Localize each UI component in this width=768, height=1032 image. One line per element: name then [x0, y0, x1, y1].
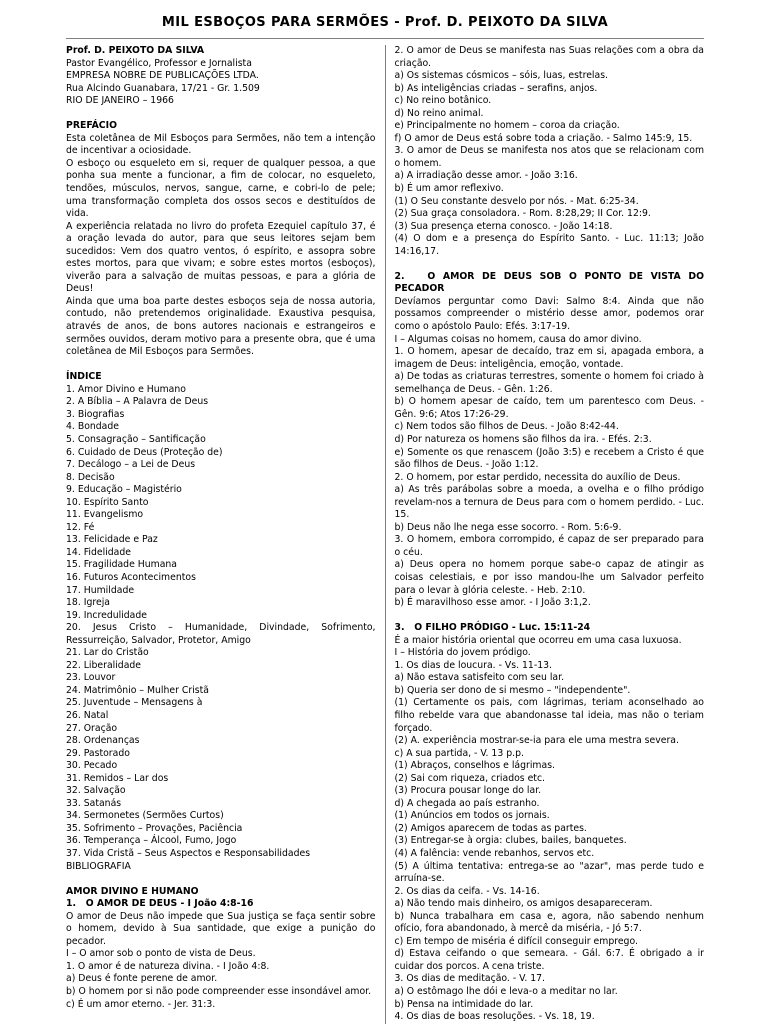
text-line: 8. Decisão [66, 471, 115, 483]
text-line: BIBLIOGRAFIA [66, 860, 131, 872]
text-line: 2. O AMOR DE DEUS SOB O PONTO DE VISTA DO PECADOR [394, 270, 704, 295]
text-line: 3. O homem, embora corrompido, é capaz de ser preparado para o céu. [394, 534, 704, 558]
text-line: b) Nunca trabalhara em casa e, agora, não sabendo nenhum ofício, fora abandonado, à mercê da miséria, - Jó 5:7. [394, 910, 704, 935]
text-line: e) Principalmente no homem – coroa da criação. [394, 120, 620, 132]
text-line: 24. Matrimônio – Mulher Cristã [66, 684, 209, 696]
text-line: AMOR DIVINO E HUMANO [66, 885, 199, 897]
text-line: 20. Jesus Cristo – Humanidade, Divindade, Sofrimento, Ressurreição, Salvador, Protetor, Amigo [66, 622, 376, 646]
text-line: 1. O AMOR DE DEUS - I João 4:8-16 [66, 898, 254, 910]
text-line: b) As inteligências criadas – serafins, anjos. [394, 82, 598, 94]
text-line: 35. Sofrimento – Provações, Paciência [66, 822, 243, 834]
text-line: 30. Pecado [66, 760, 118, 772]
text-line: d) Estava ceifando o que semeara. - Gál. 6:7. É obrigado a ir cuidar dos porcos. A cena triste. [394, 948, 704, 972]
text-line: 36. Temperança – Álcool, Fumo, Jogo [66, 835, 237, 847]
text-line: d) Por natureza os homens são filhos da ira. - Efés. 2:3. [394, 433, 652, 445]
text-line: b) O homem por si não pode compreender esse insondável amor. [66, 986, 372, 998]
text-line: (2) Amigos aparecem de todas as partes. [394, 822, 587, 834]
text-line: 13. Felicidade e Paz [66, 534, 158, 546]
text-line: a) Não tendo mais dinheiro, os amigos desapareceram. [394, 898, 653, 910]
text-line: (1) Certamente os pais, com lágrimas, teriam aconselhado ao filho rebelde vara que abandonasse tal ideia, mas não o teriam forçado. [394, 697, 704, 734]
text-line: (2) A. experiência mostrar-se-ia para ele uma mestra severa. [394, 735, 679, 747]
text-line: 22. Liberalidade [66, 659, 142, 671]
text-line: I – História do jovem pródigo. [394, 647, 531, 659]
text-line: É a maior história oriental que ocorreu em uma casa luxuosa. [394, 634, 682, 646]
text-line: Rua Alcindo Guanabara, 17/21 - Gr. 1.509 [66, 82, 260, 94]
text-line: a) Deus opera no homem porque sabe-o capaz de atingir as coisas celestiais, e por isso mandou-lhe um Salvador perfeito para o levar à glória celeste. - Heb. 2:10. [394, 559, 704, 596]
text-line: ÍNDICE [66, 371, 102, 383]
text-line: 16. Futuros Acontecimentos [66, 571, 196, 583]
text-line: O amor de Deus não impede que Sua justiça se faça sentir sobre o homem, devido à Sua santidade, que exige a punição do pecador. [66, 910, 376, 947]
text-line: 25. Juventude – Mensagens à [66, 697, 203, 709]
text-line: 28. Ordenanças [66, 735, 140, 747]
text-line: 10. Espírito Santo [66, 496, 149, 508]
text-line: c) Nem todos são filhos de Deus. - João 8:42-44. [394, 421, 619, 433]
text-line: Pastor Evangélico, Professor e Jornalista [66, 57, 252, 69]
text-line: 3. O amor de Deus se manifesta nos atos que se relacionam com o homem. [394, 145, 704, 169]
text-line: 37. Vida Cristã – Seus Aspectos e Responsabilidades [66, 848, 311, 859]
text-line: b) É um amor reflexivo. [394, 183, 504, 195]
text-line: 26. Natal [66, 709, 109, 721]
text-line: (2) Sua graça consoladora. - Rom. 8:28,29; II Cor. 12:9. [394, 208, 651, 220]
text-line: 3. O FILHO PRÓDIGO - Luc. 15:11-24 [394, 622, 591, 634]
text-line: a) Os sistemas cósmicos – sóis, luas, estrelas. [394, 70, 608, 82]
text-line: 12. Fé [66, 521, 95, 533]
text-line: 18. Igreja [66, 597, 111, 609]
text-line: EMPRESA NOBRE DE PUBLICAÇÕES LTDA. [66, 70, 259, 82]
text-line: c) No reino botânico. [394, 95, 492, 107]
text-line: 4. Bondade [66, 421, 120, 433]
text-line: 27. Oração [66, 722, 118, 734]
text-line: I – Algumas coisas no homem, causa do amor divino. [394, 333, 642, 345]
text-line: 7. Decálogo – a Lei de Deus [66, 459, 196, 471]
text-line: (3) Procura pousar longe do lar. [394, 785, 542, 797]
text-line: 3. Biografias [66, 408, 125, 420]
text-line: 6. Cuidado de Deus (Proteção de) [66, 446, 223, 458]
text-line: (1) O Seu constante desvelo por nós. - Mat. 6:25-34. [394, 195, 639, 207]
text-line: (4) A falência: vende rebanhos, servos etc. [394, 848, 595, 859]
text-line: PREFÁCIO [66, 120, 117, 132]
text-line: 1. Amor Divino e Humano [66, 383, 186, 395]
text-line: f) O amor de Deus está sobre toda a criação. - Salmo 145:9, 15. [394, 132, 693, 144]
text-line: (1) Abraços, conselhos e lágrimas. [394, 760, 555, 772]
text-line: 14. Fidelidade [66, 546, 132, 558]
text-line: 4. Os dias de boas resoluções. - Vs. 18, 19. [394, 1011, 595, 1023]
text-line: (2) Sai com riqueza, criados etc. [394, 772, 546, 784]
text-line: 2. O amor de Deus se manifesta nas Suas relações com a obra da criação. [394, 45, 704, 69]
text-line: a) Deus é fonte perene de amor. [66, 973, 218, 985]
page-title: MIL ESBOÇOS PARA SERMÕES - Prof. D. PEIXOTO DA SILVA [66, 15, 704, 39]
text-line: e) Somente os que renascem (João 3:5) e recebem a Cristo é que são filhos de Deus. - João 1:12. [394, 446, 704, 471]
text-line: b) Deus não lhe nega esse socorro. - Rom. 5:6-9. [394, 521, 622, 533]
text-line: (1) Anúncios em todos os jornais. [394, 810, 550, 822]
text-line: 2. A Bíblia – A Palavra de Deus [66, 396, 209, 408]
text-line: (4) O dom e a presença do Espírito Santo. - Luc. 11:13; João 14:16,17. [394, 233, 704, 257]
two-column-body [66, 45, 704, 1024]
text-line: c) A sua partida, - V. 13 p.p. [394, 747, 524, 759]
text-line: 2. Os dias da ceifa. - Vs. 14-16. [394, 885, 540, 897]
text-line: b) Pensa na intimidade do lar. [394, 998, 534, 1010]
text-line: 19. Incredulidade [66, 609, 148, 621]
text-line: 32. Salvação [66, 785, 126, 797]
text-line: 17. Humildade [66, 584, 135, 596]
text-line: (5) A última tentativa: entrega-se ao "azar", mas perde tudo e arruína-se. [394, 860, 704, 885]
column-divider [385, 45, 386, 1024]
text-line: 9. Educação – Magistério [66, 484, 182, 496]
text-line: Devíamos perguntar como Davi: Salmo 8:4. Ainda que não possamos compreender o mistério desse amor, podemos orar como o apóstolo Paulo: Efés. 3:17-19. [394, 295, 704, 333]
text-line: Prof. D. PEIXOTO DA SILVA [66, 45, 205, 56]
text-line: 33. Satanás [66, 797, 122, 809]
text-line: 2. O homem, por estar perdido, necessita do auxílio de Deus. [394, 471, 681, 483]
text-line: I – O amor sob o ponto de vista de Deus. [66, 948, 256, 960]
text-line: c) É um amor eterno. - Jer. 31:3. [66, 998, 216, 1010]
text-line: a) De todas as criaturas terrestres, somente o homem foi criado à semelhança de Deus. - Gên. 1:26. [394, 371, 704, 395]
text-line: RIO DE JANEIRO – 1966 [66, 95, 174, 107]
left-column [66, 45, 376, 1024]
text-line: d) No reino animal. [394, 107, 484, 119]
text-line: A experiência relatada no livro do profeta Ezequiel capítulo 37, é a oração levada do autor, para que seus leitores sejam bem sucedidos: Vem dos quatro ventos, ó espírito, e assopra sobre estes mortos, para que vivam; e sobre estes mortos (esboços), viverão para a salvação de muitas pessoas, e para a glória de Deus! [66, 220, 376, 295]
text-line: a) Não estava satisfeito com seu lar. [394, 672, 565, 684]
text-line: (3) Sua presença eterna conosco. - João 14:18. [394, 220, 613, 232]
text-line: 1. Os dias de loucura. - Vs. 11-13. [394, 659, 552, 671]
text-line: O esboço ou esqueleto em si, requer de qualquer pessoa, a que ponha sua mente a funcionar, a fim de colocar, no esqueleto, tendões, músculos, nervos, sangue, carne, e cobri-lo de pele; uma transformação completa dos ossos secos e destituídos de vida. [66, 157, 376, 220]
text-line: b) É maravilhoso esse amor. - I João 3:1,2. [394, 597, 591, 609]
text-line: 23. Louvor [66, 672, 116, 684]
text-line: Ainda que uma boa parte destes esboços seja de nossa autoria, contudo, não pretendemos originalidade. Exaustiva pesquisa, através de anos, de bons autores nacionais e estrangeiros e sermões ouvidos, deram motivo para a presente obra, que é uma coletânea de Mil Esboços para Sermões. [66, 295, 376, 358]
text-line: c) Em tempo de miséria é difícil conseguir emprego. [394, 935, 638, 947]
text-line: Esta coletânea de Mil Esboços para Sermões, não tem a intenção de incentivar a ociosidade. [66, 132, 376, 157]
text-line: a) O estômago lhe dói e leva-o a meditar no lar. [394, 986, 618, 998]
text-line: d) A chegada ao país estranho. [394, 797, 540, 809]
right-column [395, 45, 705, 1024]
text-line: 34. Sermonetes (Sermões Curtos) [66, 810, 224, 822]
text-line: 5. Consagração – Santificação [66, 433, 206, 445]
text-line: 31. Remidos – Lar dos [66, 772, 169, 784]
text-line: a) A irradiação desse amor. - João 3:16. [394, 170, 578, 182]
text-line: 21. Lar do Cristão [66, 647, 149, 659]
text-line: a) As três parábolas sobre a moeda, a ovelha e o filho pródigo revelam-nos a ternura de Deus para com o homem perdido. - Luc. 15. [394, 484, 704, 521]
text-line: 29. Pastorado [66, 747, 130, 759]
text-line: 1. O homem, apesar de decaído, traz em si, apagada embora, a imagem de Deus: inteligência, emoção, vontade. [394, 346, 704, 370]
text-line: 11. Evangelismo [66, 509, 144, 521]
text-line: (3) Entregar-se à orgia: clubes, bailes, banquetes. [394, 835, 627, 847]
text-line: b) Queria ser dono de si mesmo – "independente". [394, 684, 631, 696]
text-line: 15. Fragilidade Humana [66, 559, 177, 571]
text-line: 1. O amor é de natureza divina. - I João 4:8. [66, 960, 270, 972]
text-line: b) O homem apesar de caído, tem um parentesco com Deus. - Gên. 9:6; Atos 17:26-29. [394, 396, 704, 420]
text-line: 3. Os dias de meditação. - V. 17. [394, 973, 546, 985]
